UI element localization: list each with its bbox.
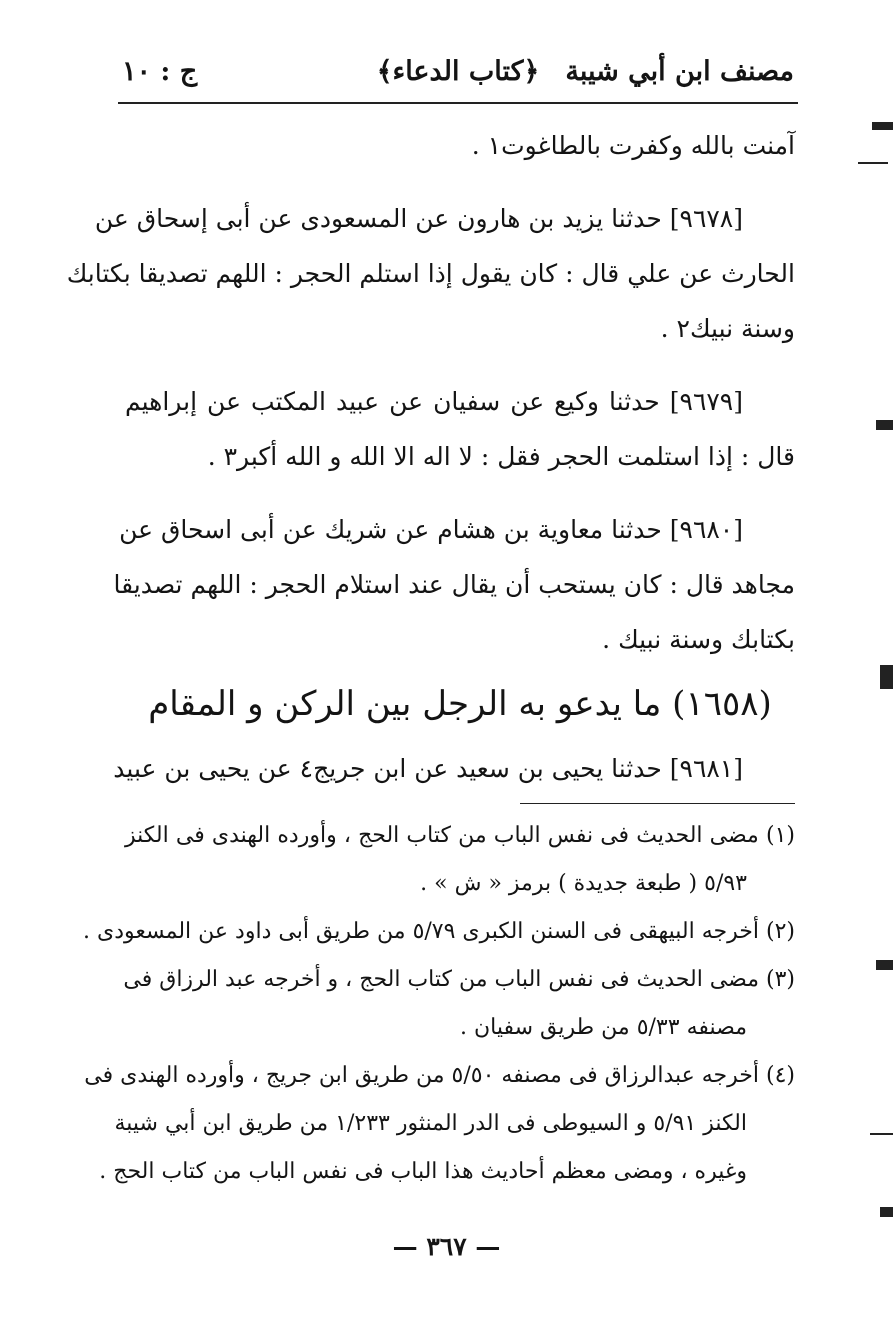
paragraph-gap xyxy=(125,484,795,502)
footnote-line: مصنفه ٥/٣٣ من طريق سفيان . xyxy=(460,1015,747,1040)
text-line: آمنت بالله وكفرت بالطاغوت١ . xyxy=(471,131,795,160)
scan-edge-mark xyxy=(858,162,888,164)
footnote-line: ٥/٩٣ ( طبعة جديدة ) برمز « ش » . xyxy=(420,871,747,896)
footnote-line: (١) مضى الحديث فى نفس الباب من كتاب الحج ، وأورده الهندى فى الكنز xyxy=(125,823,795,848)
text-line: [٩٦٨٠] حدثنا معاوية بن هشام عن شريك عن أبى اسحاق عن xyxy=(119,515,743,544)
volume-number: ج : ١٠ xyxy=(122,56,198,87)
text-line: الحارث عن علي قال : كان يقول إذا استلم الحجر : اللهم تصديقا بكتابك xyxy=(66,259,795,288)
scan-edge-mark xyxy=(872,122,893,130)
body-lines xyxy=(66,118,795,667)
scan-edge-mark xyxy=(880,665,893,689)
main-text xyxy=(66,118,795,796)
scan-edge-mark xyxy=(870,1133,893,1135)
footnote-line: وغيره ، ومضى معظم أحاديث هذا الباب فى نفس الباب من كتاب الحج . xyxy=(99,1159,747,1184)
scan-edge-mark xyxy=(876,420,893,430)
text-line: بكتابك وسنة نبيك . xyxy=(602,625,795,654)
text-line: [٩٦٧٨] حدثنا يزيد بن هارون عن المسعودى عن أبى إسحاق عن xyxy=(94,204,743,233)
footnote-line: (٢) أخرجه البيهقى فى السنن الكبرى ٥/٧٩ من طريق أبى داود عن المسعودى . xyxy=(83,919,795,944)
footnote-line: (٤) أخرجه عبدالرزاق فى مصنفه ٥/٥٠ من طريق ابن جريج ، وأورده الهندى فى xyxy=(84,1063,795,1088)
scan-edge-mark xyxy=(876,960,893,970)
text-line: مجاهد قال : كان يستحب أن يقال عند استلام الحجر : اللهم تصديقا xyxy=(113,570,795,599)
chapter-title: ﴿كتاب الدعاء﴾ xyxy=(376,56,540,87)
paragraph-gap xyxy=(125,356,795,374)
section-first-line: [٩٦٨١] حدثنا يحيى بن سعيد عن ابن جريج٤ عن يحيى بن عبيد xyxy=(113,754,743,783)
scan-edge-mark xyxy=(880,1207,893,1217)
text-line: [٩٦٧٩] حدثنا وكيع عن سفيان عن عبيد المكتب عن إبراهيم xyxy=(125,387,743,416)
text-line: وسنة نبيك٢ . xyxy=(660,314,795,343)
footnote-line: (٣) مضى الحديث فى نفس الباب من كتاب الحج ، و أخرجه عبد الرزاق فى xyxy=(123,967,795,992)
paragraph-gap xyxy=(125,173,795,191)
running-header xyxy=(118,52,798,102)
header-divider xyxy=(118,102,798,104)
text-line: قال : إذا استلمت الحجر فقل : لا اله الا الله و الله أكبر٣ . xyxy=(207,442,795,471)
book-title: مصنف ابن أبي شيبة xyxy=(565,56,794,87)
section-heading: (١٦٥٨) ما يدعو به الرجل بين الركن و المقام xyxy=(148,684,772,724)
page-number: — ٣٦٧ — xyxy=(392,1232,501,1261)
footnote-line: الكنز ٥/٩١ و السيوطى فى الدر المنثور ١/٢٣٣ من طريق ابن أبي شيبة xyxy=(114,1111,747,1136)
footnote-divider xyxy=(520,803,795,804)
footnotes xyxy=(83,812,795,1196)
